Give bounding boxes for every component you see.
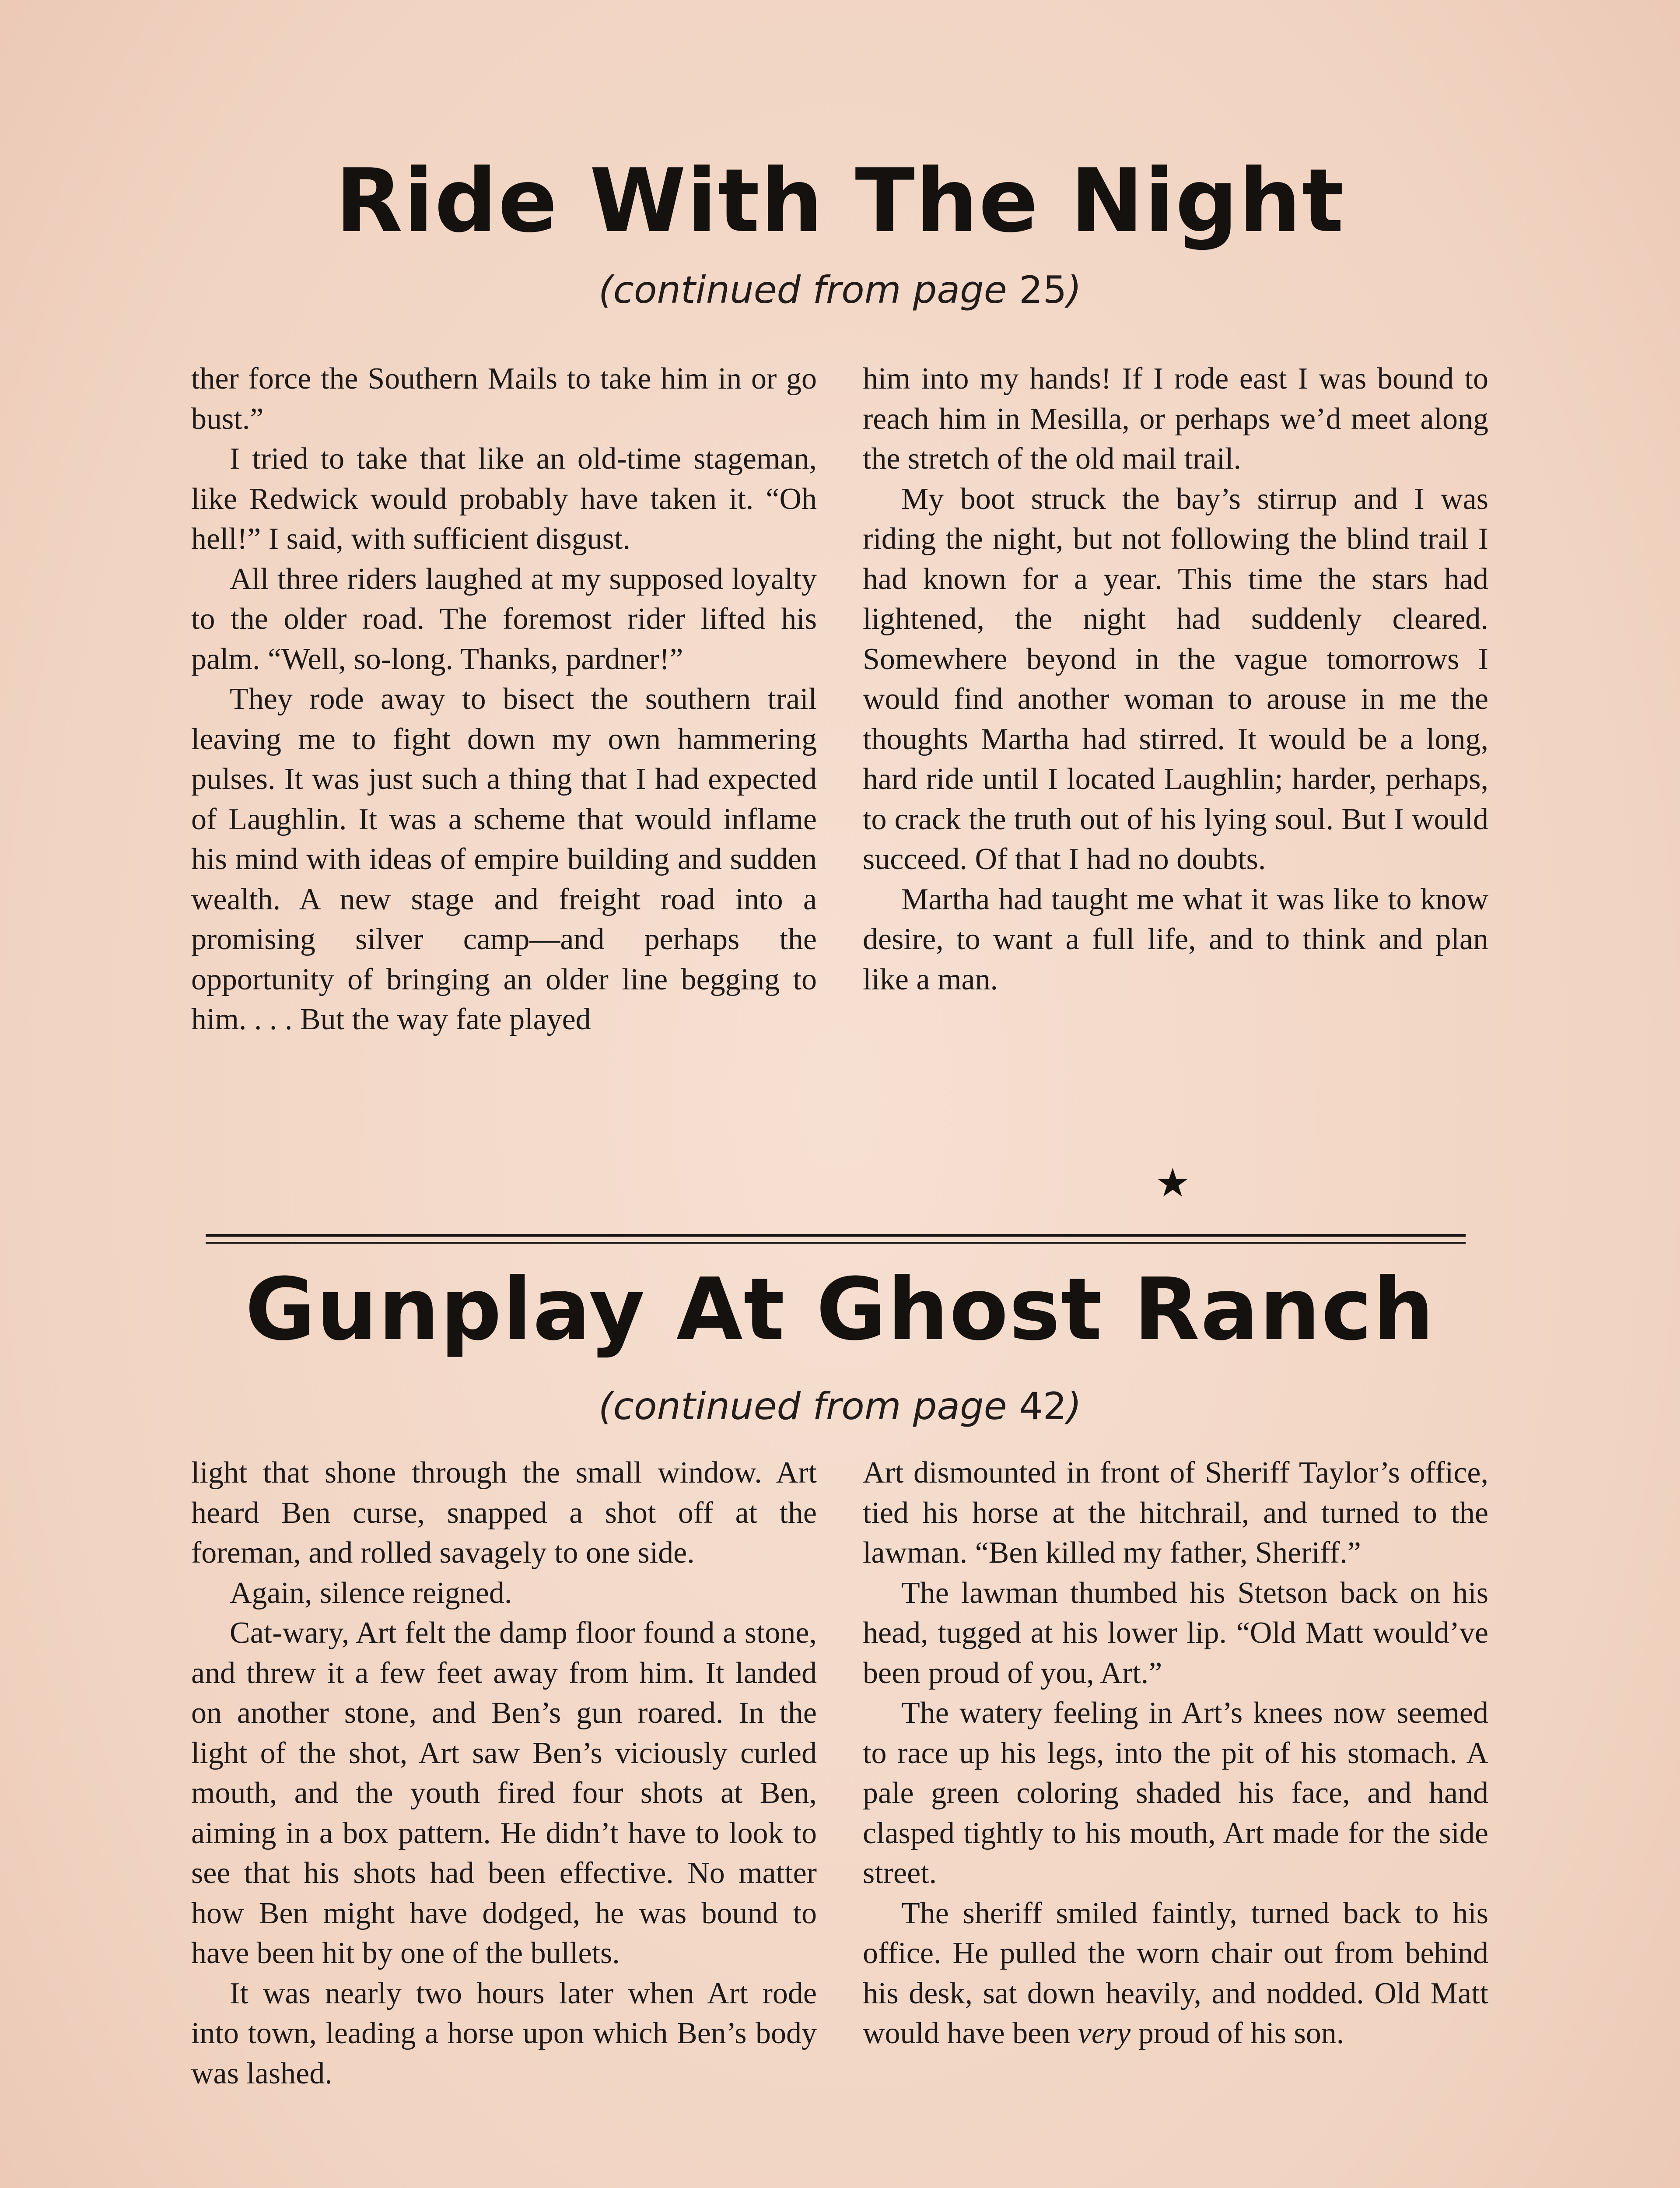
paragraph: Cat-wary, Art felt the damp floor found a stone, and threw it a few feet away from him. It landed on another stone, and Ben’s gun roared. In the light of the shot, Art saw Ben’s viciously curled mouth, and the youth fired four shots at Ben, aiming in a box pattern. He didn’t have to look to see that his shots had been effective. No matter how Ben might have dodged, he was bound to have been hit by one of the bullets.	[191, 1616, 817, 1970]
story1-left-column	[191, 359, 817, 1040]
paragraph: Martha had taught me what it was like to know desire, to want a full life, and to think and plan like a man.	[863, 882, 1488, 996]
paragraph: him into my hands! If I rode east I was bound to reach him in Mesilla, or perhaps we’d meet along the stretch of the old mail trail.	[863, 362, 1488, 476]
story-title: Ride With The Night	[335, 150, 1345, 252]
paragraph: ther force the Southern Mails to take him in or go bust.”	[191, 362, 817, 436]
story-ride-with-the-night	[0, 150, 1680, 312]
story2-right-column	[863, 1453, 1488, 2054]
continued-page-number: 42	[1018, 1385, 1067, 1428]
story-end-star-icon: ★	[1155, 1162, 1190, 1205]
story-gunplay-at-ghost-ranch	[0, 1260, 1680, 1428]
paragraph-text: proud of his son.	[1130, 2016, 1344, 2050]
paragraph-text: The sheriff smiled faintly, turned back to his office. He pulled the worn chair out from behind his desk, sat down heavily, and nodded. Old Matt would have been	[863, 1896, 1488, 2050]
continued-page-number: 25	[1018, 268, 1067, 312]
continued-suffix: )	[1067, 268, 1082, 312]
paragraph: Art dismounted in front of Sheriff Taylor’s office, tied his horse at the hitchrail, and turned to the lawman. “Ben killed my father, Sheriff.”	[863, 1456, 1488, 1570]
continued-line	[0, 1385, 1680, 1428]
section-divider	[206, 1234, 1466, 1244]
story2-left-column	[191, 1453, 817, 2093]
continued-prefix: (continued from page	[598, 268, 1019, 312]
continued-prefix: (continued from page	[598, 1385, 1019, 1428]
paragraph: My boot struck the bay’s stirrup and I was riding the night, but not following the blind trail I had known for a year. This time the stars had lightened, the night had suddenly cleared. Somewhere beyond in the vague tomorrows I would find another woman to arouse in me the thoughts Martha had stirred. It would be a long, hard ride until I located Laughlin; harder, perhaps, to crack the truth out of his lying soul. But I would succeed. Of that I had no doubts.	[863, 482, 1488, 876]
emphasis-text: very	[1078, 2016, 1131, 2050]
paragraph: Again, silence reigned.	[230, 1576, 512, 1610]
paragraph: The watery feeling in Art’s knees now seemed to race up his legs, into the pit of his stomach. A pale green coloring shaded his face, and hand clasped tightly to his mouth, Art made for the side street.	[863, 1696, 1488, 1890]
paragraph: light that shone through the small window. Art heard Ben curse, snapped a shot off at the foreman, and rolled savagely to one side.	[191, 1456, 817, 1570]
paragraph: The lawman thumbed his Stetson back on his head, tugged at his lower lip. “Old Matt would’ve been proud of you, Art.”	[863, 1576, 1488, 1690]
continued-line	[0, 268, 1680, 312]
paragraph: I tried to take that like an old-time stageman, like Redwick would probably have taken it. “Oh hell!” I said, with sufficient disgust.	[191, 442, 817, 556]
continued-suffix: )	[1067, 1385, 1082, 1428]
paragraph	[863, 1893, 1488, 2054]
story-title: Gunplay At Ghost Ranch	[245, 1260, 1435, 1360]
paragraph: All three riders laughed at my supposed loyalty to the older road. The foremost rider lifted his palm. “Well, so-long. Thanks, pardner!”	[191, 562, 817, 676]
story1-right-column	[863, 359, 1488, 999]
paragraph: It was nearly two hours later when Art rode into town, leading a horse upon which Ben’s body was lashed.	[191, 1976, 817, 2090]
paragraph: They rode away to bisect the southern trail leaving me to fight down my own hammering pulses. It was just such a thing that I had expected of Laughlin. It was a scheme that would inflame his mind with ideas of empire building and sudden wealth. A new stage and freight road into a promising silver camp—and perhaps the opportunity of bringing an older line begging to him. . . . But the way fate played	[191, 682, 817, 1036]
